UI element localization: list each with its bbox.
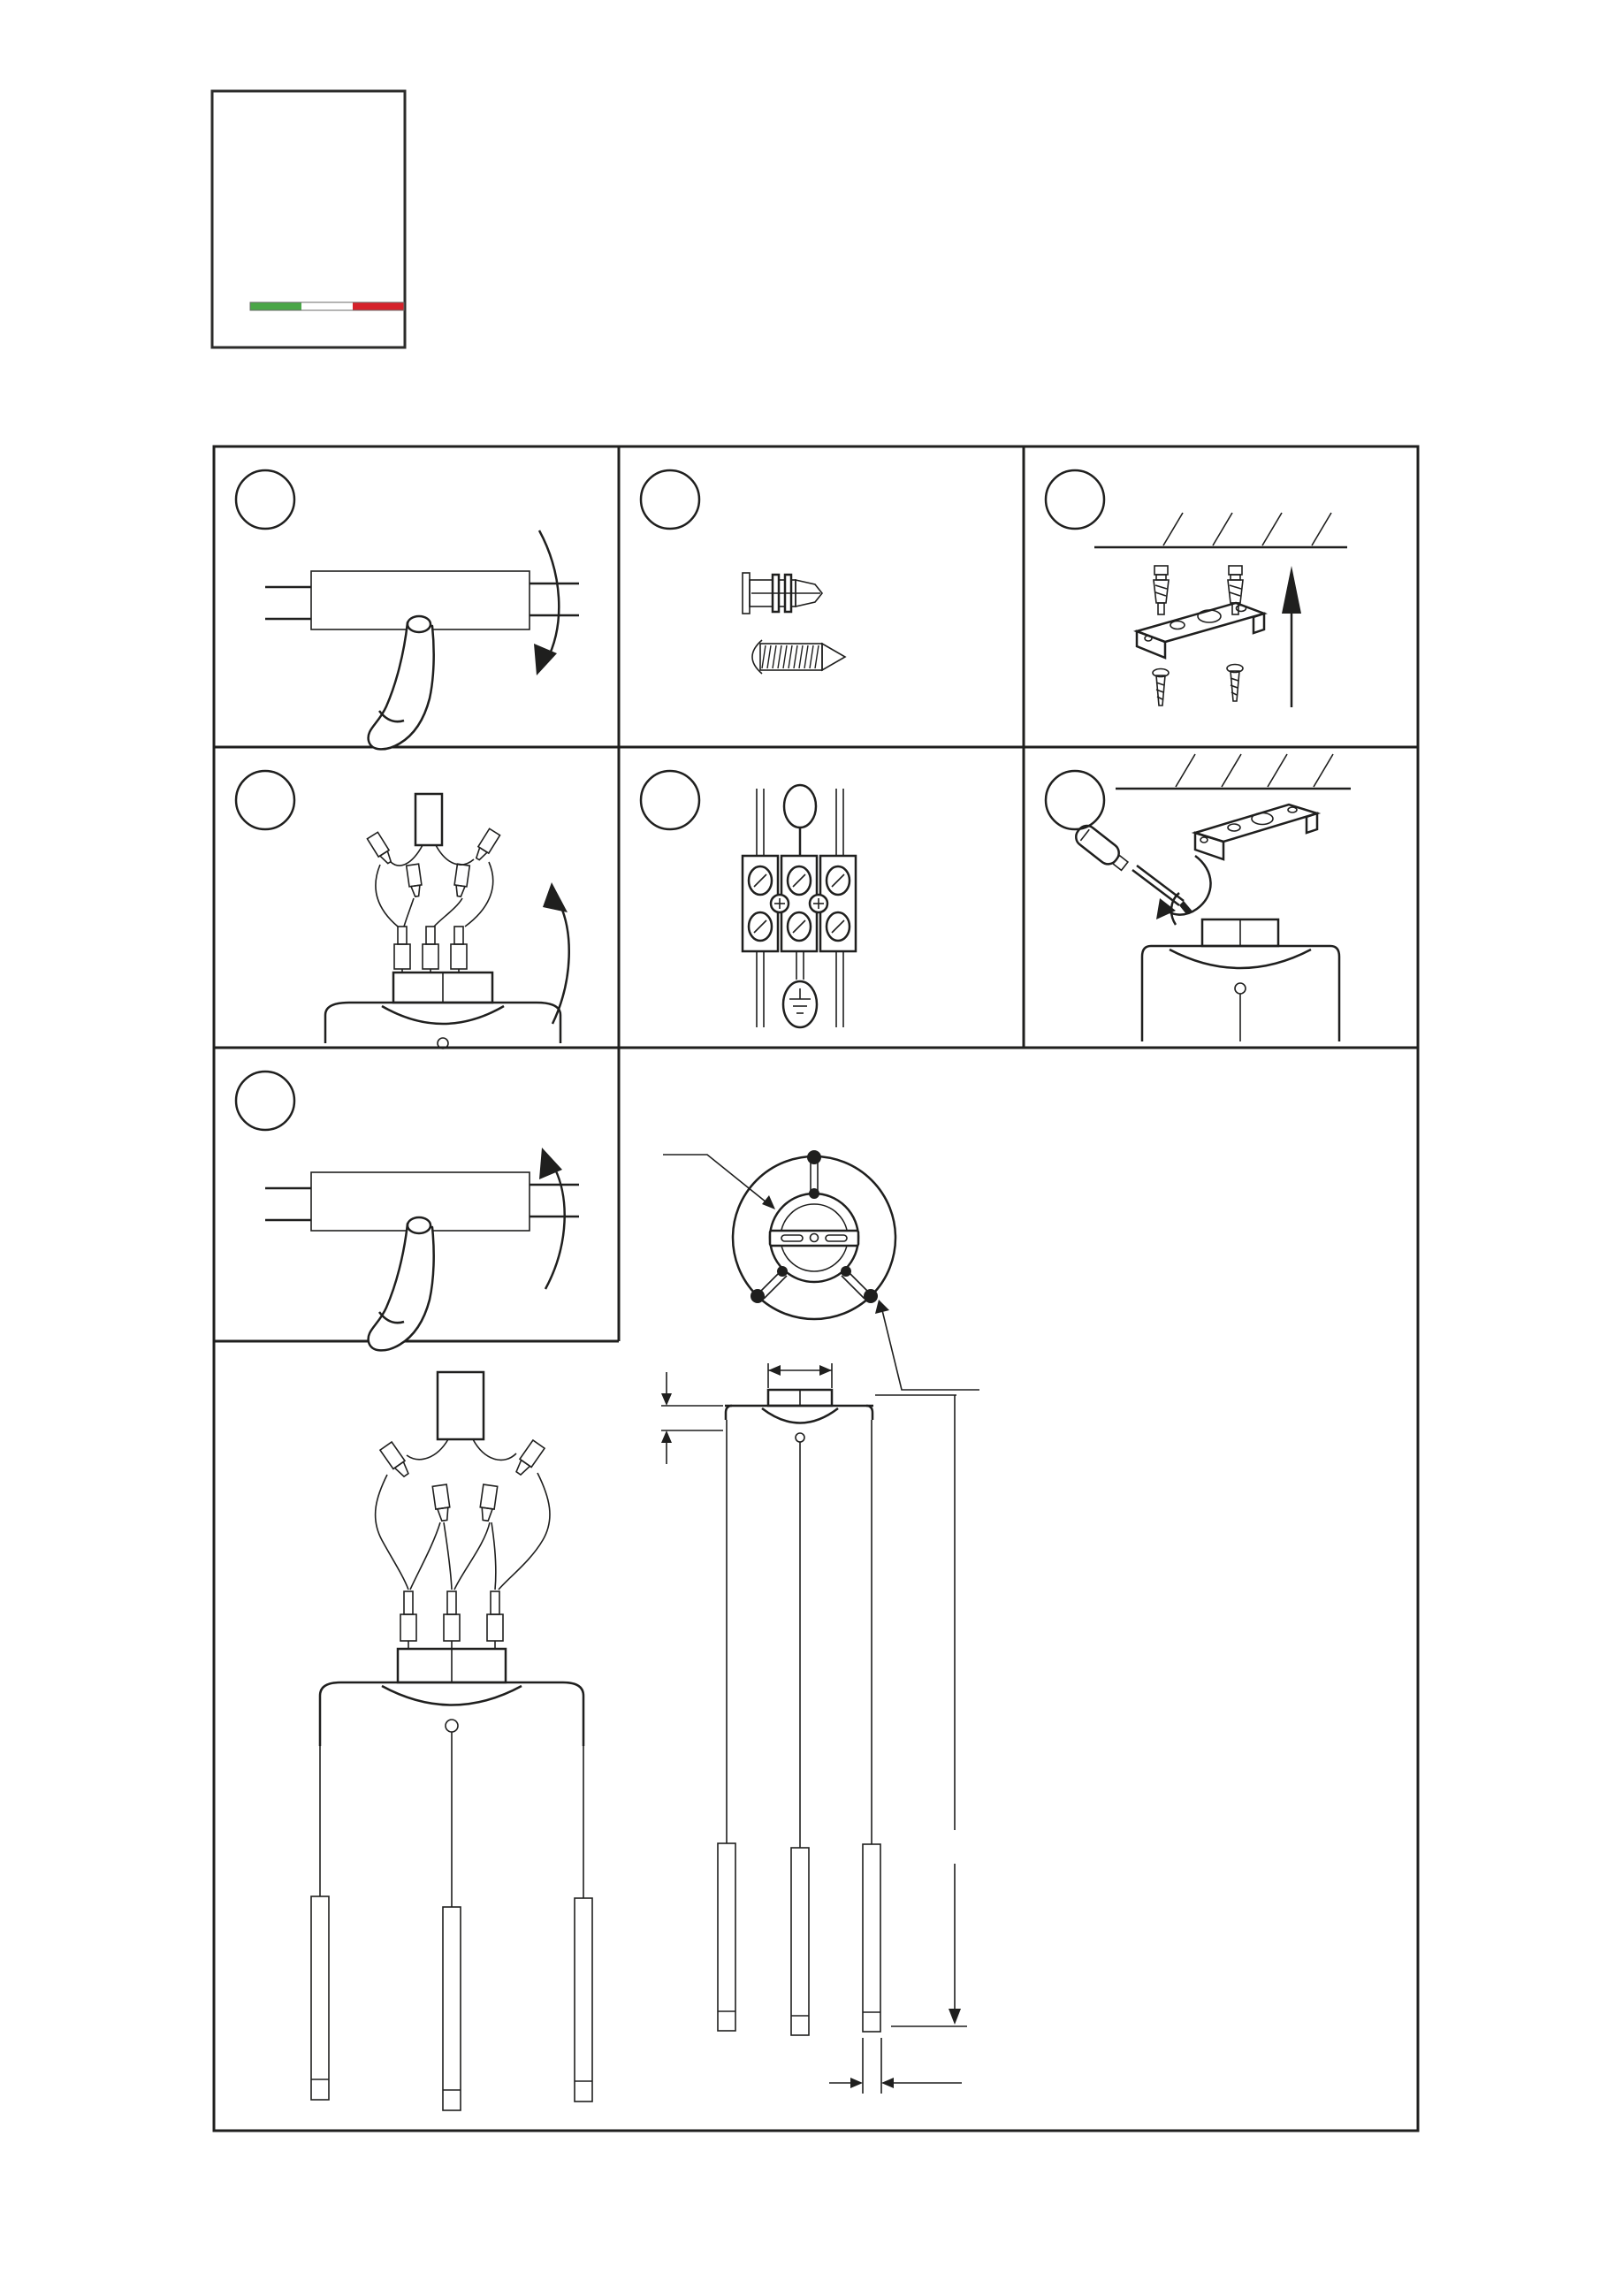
mounting-bracket-illustration <box>1195 805 1317 859</box>
wire-connector-icon <box>473 828 500 862</box>
wire-connector-icon <box>407 864 423 897</box>
canopy-illustration <box>725 1390 873 1442</box>
step-5-number <box>641 771 699 829</box>
anchor-icon <box>1228 566 1243 614</box>
step-3-panel <box>1094 513 1347 707</box>
step-3-number <box>1046 470 1104 529</box>
canopy-illustration <box>325 973 560 1049</box>
canopy-illustration <box>320 1649 583 1746</box>
screw-down-icon <box>1153 669 1169 706</box>
mounting-bracket-illustration <box>1137 603 1264 658</box>
pendant-diagram <box>661 1363 1011 2094</box>
step-7-number <box>236 1072 294 1130</box>
step-7-panel <box>265 1148 579 1350</box>
curved-arrow-up-icon <box>539 1148 565 1289</box>
tube-lamps <box>311 1896 592 2110</box>
terminal-block-illustration <box>743 856 856 951</box>
finger-press-illustration <box>369 616 434 749</box>
driver-box <box>438 1372 484 1439</box>
dim-34-leader <box>875 1300 979 1390</box>
cup-top-view-diagram <box>663 1150 979 1390</box>
wire-connector-icon <box>367 832 394 866</box>
finger-press-illustration <box>369 1217 434 1350</box>
lightstar-logo <box>212 91 405 347</box>
canopy-illustration <box>1142 919 1339 1041</box>
dim-13-lines <box>768 1363 832 1388</box>
step-4-panel <box>325 794 569 1049</box>
rotation-arrow-icon <box>1156 856 1211 925</box>
step-1-panel <box>265 530 579 749</box>
anchor-icon <box>1154 566 1169 614</box>
step-5-panel <box>743 785 856 1027</box>
step-4-number <box>236 771 294 829</box>
tube-lamps <box>718 1843 880 2035</box>
wire-connector-icon <box>478 1484 497 1522</box>
ground-symbol <box>783 981 817 1027</box>
dim-130-lines <box>875 1395 1011 2026</box>
crimp-terminals <box>400 1591 503 1649</box>
curved-arrow-down-icon <box>534 530 559 675</box>
wires <box>376 845 493 927</box>
dim-8-lines <box>661 1372 723 1464</box>
crimp-terminals <box>394 927 467 973</box>
step-1-number <box>236 470 294 529</box>
screw-down-icon <box>1227 665 1243 702</box>
wire-connector-icon <box>453 864 469 897</box>
italian-flag-icon <box>250 302 404 310</box>
step-2-number <box>641 470 699 529</box>
pendant-wires <box>320 1732 583 1907</box>
step-2-panel <box>743 573 845 674</box>
wall-plug-icon <box>743 573 822 614</box>
cup-spokes <box>751 1150 878 1303</box>
wire-connector-icon <box>380 1442 412 1479</box>
step-6-panel <box>1072 754 1351 1041</box>
screw-icon <box>752 640 845 674</box>
bulb-symbol <box>784 785 816 856</box>
driver-box <box>415 794 442 845</box>
dim-18-leader <box>663 1155 775 1209</box>
dim-2-lines <box>829 2038 962 2094</box>
ceiling-surface <box>1116 754 1351 789</box>
step-numbers <box>236 470 1104 1130</box>
wiring-diagram <box>311 1372 592 2110</box>
wire-connector-icon <box>432 1484 451 1522</box>
ceiling-surface <box>1094 513 1347 547</box>
step-6-number <box>1046 771 1104 829</box>
screwdriver-icon <box>1072 822 1193 914</box>
upward-arrow-icon <box>1282 566 1301 707</box>
pendant-wires <box>727 1420 872 1848</box>
wire-connector-icon <box>513 1440 545 1477</box>
